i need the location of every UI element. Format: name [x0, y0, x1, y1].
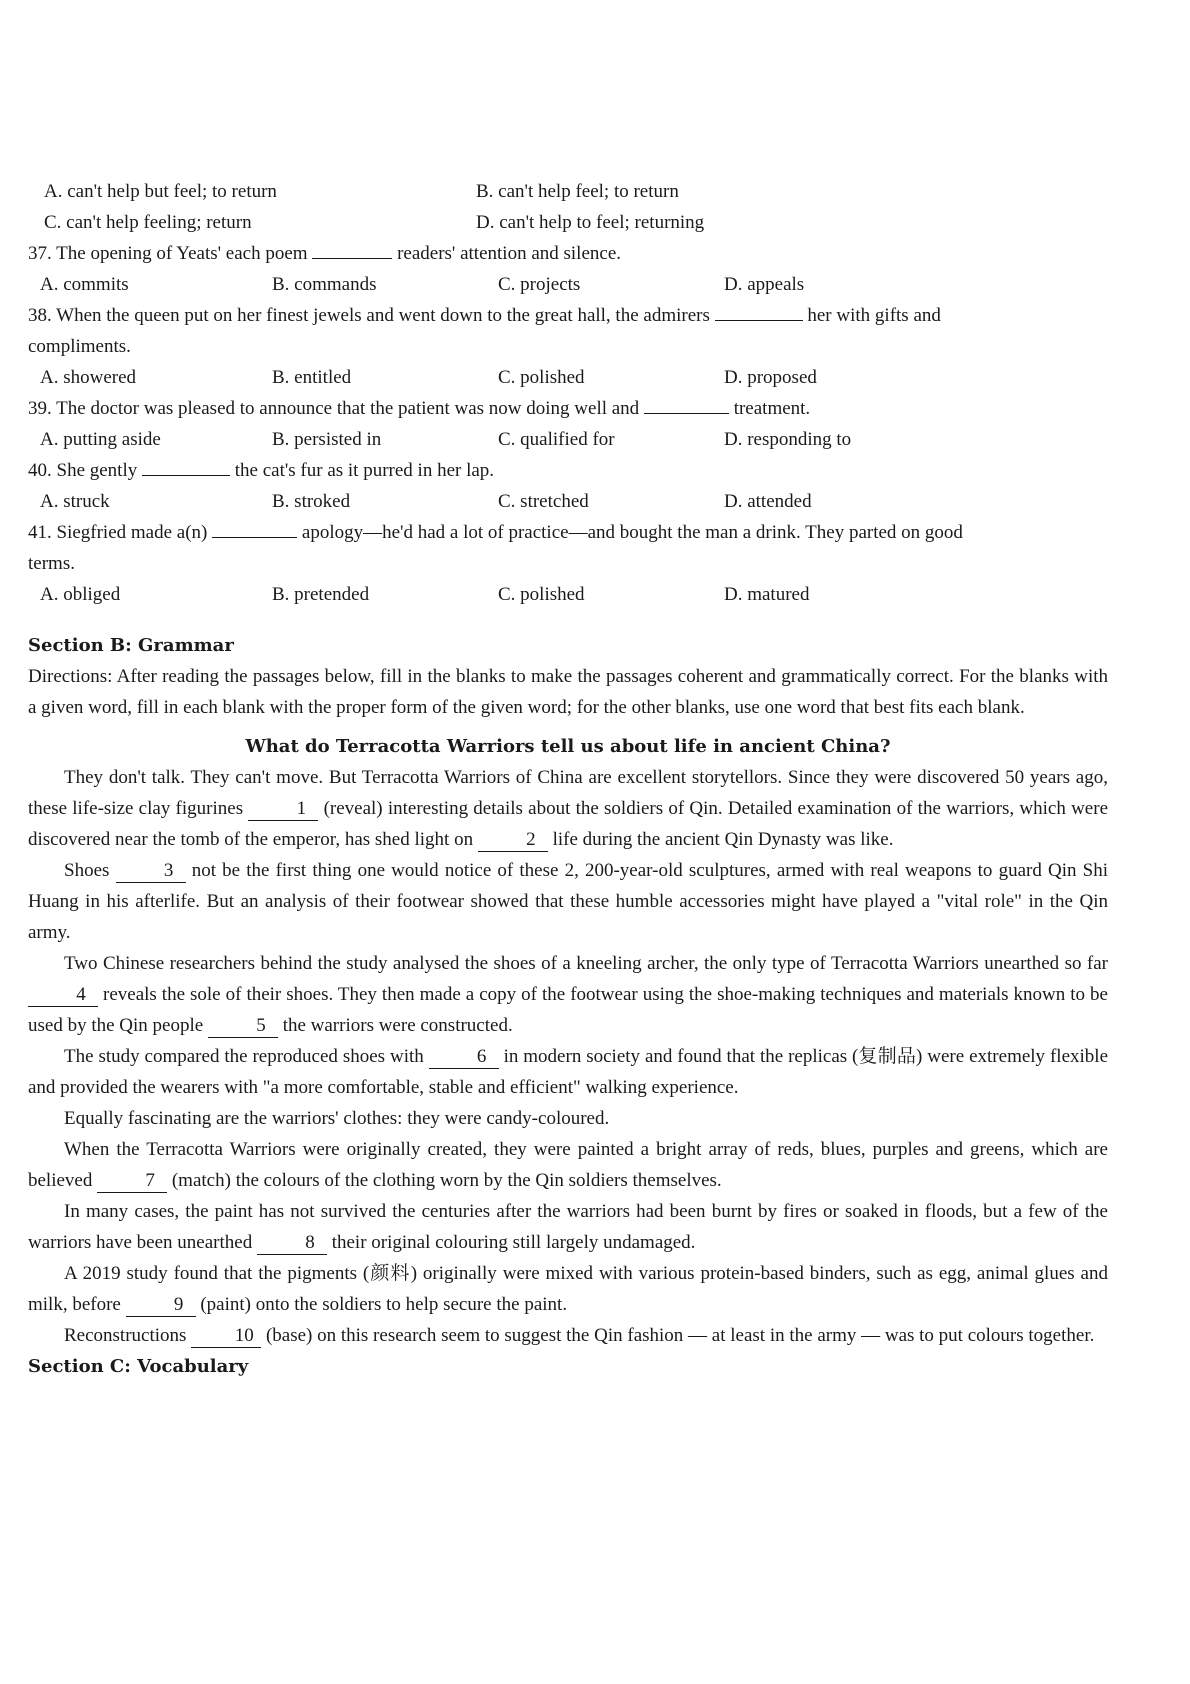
question-41-blank [212, 517, 297, 538]
section-b-heading: Section B: Grammar [28, 635, 234, 656]
question-40-option-d: D. attended [724, 491, 812, 512]
passage-paragraph-6 [28, 1134, 1108, 1196]
question-38-option-b: B. entitled [272, 367, 352, 388]
question-40-option-a: A. struck [40, 491, 110, 512]
blank-1: 1 [248, 798, 318, 821]
paragraph-3-text-a: Two Chinese researchers behind the study analysed the shoes of a kneeling archer, the only type of Terracotta Warriors unearthed so far [64, 953, 1108, 974]
question-37-option-a: A. commits [40, 274, 129, 295]
question-39-stem-end: treatment. [733, 398, 811, 419]
section-b-directions: Directions: After reading the passages below, fill in the blanks to make the passages coherent and grammatically correct. For the blanks with a given word, fill in each blank with the proper form of the given word; for the other blanks, use one word that best fits each blank. [28, 666, 1108, 718]
paragraph-6-text-b: (match) the colours of the clothing worn by the Qin soldiers themselves. [171, 1170, 722, 1191]
question-37-stem-end: readers' attention and silence. [397, 243, 622, 264]
paragraph-6-text-a: When the Terracotta Warriors were originally created, they were painted a bright array of reds, blues, purples and greens, which are believed [28, 1139, 1108, 1191]
blank-8: 8 [257, 1232, 327, 1255]
question-41-stem: 41. Siegfried made a(n) [28, 522, 208, 543]
question-40-blank [142, 455, 230, 476]
question-38-options [28, 362, 1108, 393]
question-37-option-c: C. projects [498, 274, 581, 295]
question-41-options [28, 579, 1108, 610]
paragraph-2-text-b: not be the first thing one would notice of these 2, 200-year-old sculptures, armed with real weapons to guard Qin Shi Huang in his afterlife. But an analysis of their footwear showed that these humble accessories might have played a "vital role" in the Qin army. [28, 860, 1109, 943]
question-41-stem-end: apology—he'd had a lot of practice—and bought the man a drink. They parted on good [301, 522, 963, 543]
question-37-blank [312, 238, 392, 259]
paragraph-3-text-c: the warriors were constructed. [282, 1015, 513, 1036]
question-38-stem-end: her with gifts and [807, 305, 941, 326]
blank-10: 10 [191, 1325, 261, 1348]
question-39-blank [644, 393, 729, 414]
question-39-option-a: A. putting aside [40, 429, 161, 450]
question-39-options [28, 424, 1108, 455]
question-38-stem: 38. When the queen put on her finest jewels and went down to the great hall, the admirers [28, 305, 710, 326]
paragraph-7-text-a: In many cases, the paint has not survived the centuries after the warriors had been burnt by fires or soaked in floods, but a few of the warriors have been unearthed [28, 1201, 1108, 1253]
passage-paragraph-7 [28, 1196, 1108, 1258]
question-40 [28, 455, 1108, 486]
passage-title: What do Terracotta Warriors tell us about life in ancient China? [245, 736, 891, 757]
question-38-option-c: C. polished [498, 367, 585, 388]
paragraph-2-text-a: Shoes [64, 860, 110, 881]
paragraph-4-text-a: The study compared the reproduced shoes with [64, 1046, 424, 1067]
question-40-options [28, 486, 1108, 517]
q36-option-b: B. can't help feel; to return [476, 181, 679, 202]
paragraph-4-text-b: in modern society and found that the replicas (复制品) were extremely flexible and provided the wearers with "a more comfortable, stable and efficient" walking experience. [28, 1046, 1108, 1098]
passage-paragraph-1 [28, 762, 1108, 855]
question-39-option-b: B. persisted in [272, 429, 382, 450]
blank-2: 2 [478, 829, 548, 852]
question-40-stem: 40. She gently [28, 460, 138, 481]
passage-paragraph-5: Equally fascinating are the warriors' clothes: they were candy-coloured. [64, 1108, 610, 1129]
question-39-option-c: C. qualified for [498, 429, 615, 450]
blank-7: 7 [97, 1170, 167, 1193]
question-37-options [28, 269, 1108, 300]
paragraph-9-text-a: Reconstructions [64, 1325, 187, 1346]
question-40-stem-end: the cat's fur as it purred in her lap. [234, 460, 495, 481]
question-37-option-b: B. commands [272, 274, 377, 295]
passage-paragraph-2 [28, 855, 1108, 948]
question-41-option-d: D. matured [724, 584, 810, 605]
question-39 [28, 393, 1108, 424]
paragraph-8-text-b: (paint) onto the soldiers to help secure the paint. [200, 1294, 568, 1315]
q36-option-d: D. can't help to feel; returning [476, 212, 705, 233]
question-41-continued: terms. [28, 553, 75, 574]
question-38-option-d: D. proposed [724, 367, 817, 388]
q36-option-c: C. can't help feeling; return [44, 212, 252, 233]
passage-paragraph-9 [28, 1320, 1108, 1351]
question-38-option-a: A. showered [40, 367, 137, 388]
question-41-option-a: A. obliged [40, 584, 121, 605]
paragraph-1-text-c: life during the ancient Qin Dynasty was like. [552, 829, 894, 850]
question-38 [28, 300, 1108, 331]
question-37-stem: 37. The opening of Yeats' each poem [28, 243, 308, 264]
section-c-heading: Section C: Vocabulary [28, 1356, 249, 1377]
paragraph-1-text-b: (reveal) interesting details about the soldiers of Qin. Detailed examination of the warriors, which were discovered near the tomb of the emperor, has shed light on [28, 798, 1108, 850]
question-41-option-c: C. polished [498, 584, 585, 605]
blank-9: 9 [126, 1294, 196, 1317]
page-content [28, 176, 1108, 1382]
blank-6: 6 [429, 1046, 499, 1069]
blank-5: 5 [208, 1015, 278, 1038]
passage-paragraph-8 [28, 1258, 1108, 1320]
paragraph-3-text-b: reveals the sole of their shoes. They then made a copy of the footwear using the shoe-making techniques and materials known to be used by the Qin people [28, 984, 1108, 1036]
question-40-option-b: B. stroked [272, 491, 351, 512]
question-37 [28, 238, 1108, 269]
paragraph-9-text-b: (base) on this research seem to suggest the Qin fashion — at least in the army — was to put colours together. [265, 1325, 1095, 1346]
question-38-continued: compliments. [28, 336, 131, 357]
paragraph-1-text-a: They don't talk. They can't move. But Terracotta Warriors of China are excellent storytellors. Since they were discovered 50 years ago, these life-size clay figurines [28, 767, 1108, 819]
paragraph-8-text-a: A 2019 study found that the pigments (颜料) originally were mixed with various protein-based binders, such as egg, animal glues and milk, before [28, 1263, 1108, 1315]
passage-paragraph-3 [28, 948, 1108, 1041]
question-37-option-d: D. appeals [724, 274, 805, 295]
q36-option-a: A. can't help but feel; to return [44, 181, 277, 202]
question-40-option-c: C. stretched [498, 491, 589, 512]
q36-options-row-2 [28, 207, 1108, 238]
blank-4: 4 [28, 984, 98, 1007]
blank-3: 3 [116, 860, 186, 883]
question-39-stem: 39. The doctor was pleased to announce that the patient was now doing well and [28, 398, 640, 419]
question-39-option-d: D. responding to [724, 429, 852, 450]
paragraph-7-text-b: their original colouring still largely undamaged. [331, 1232, 696, 1253]
question-38-blank [715, 300, 803, 321]
passage-paragraph-4 [28, 1041, 1108, 1103]
question-41-option-b: B. pretended [272, 584, 370, 605]
q36-options-row-1 [28, 176, 1108, 207]
question-41 [28, 517, 1108, 548]
